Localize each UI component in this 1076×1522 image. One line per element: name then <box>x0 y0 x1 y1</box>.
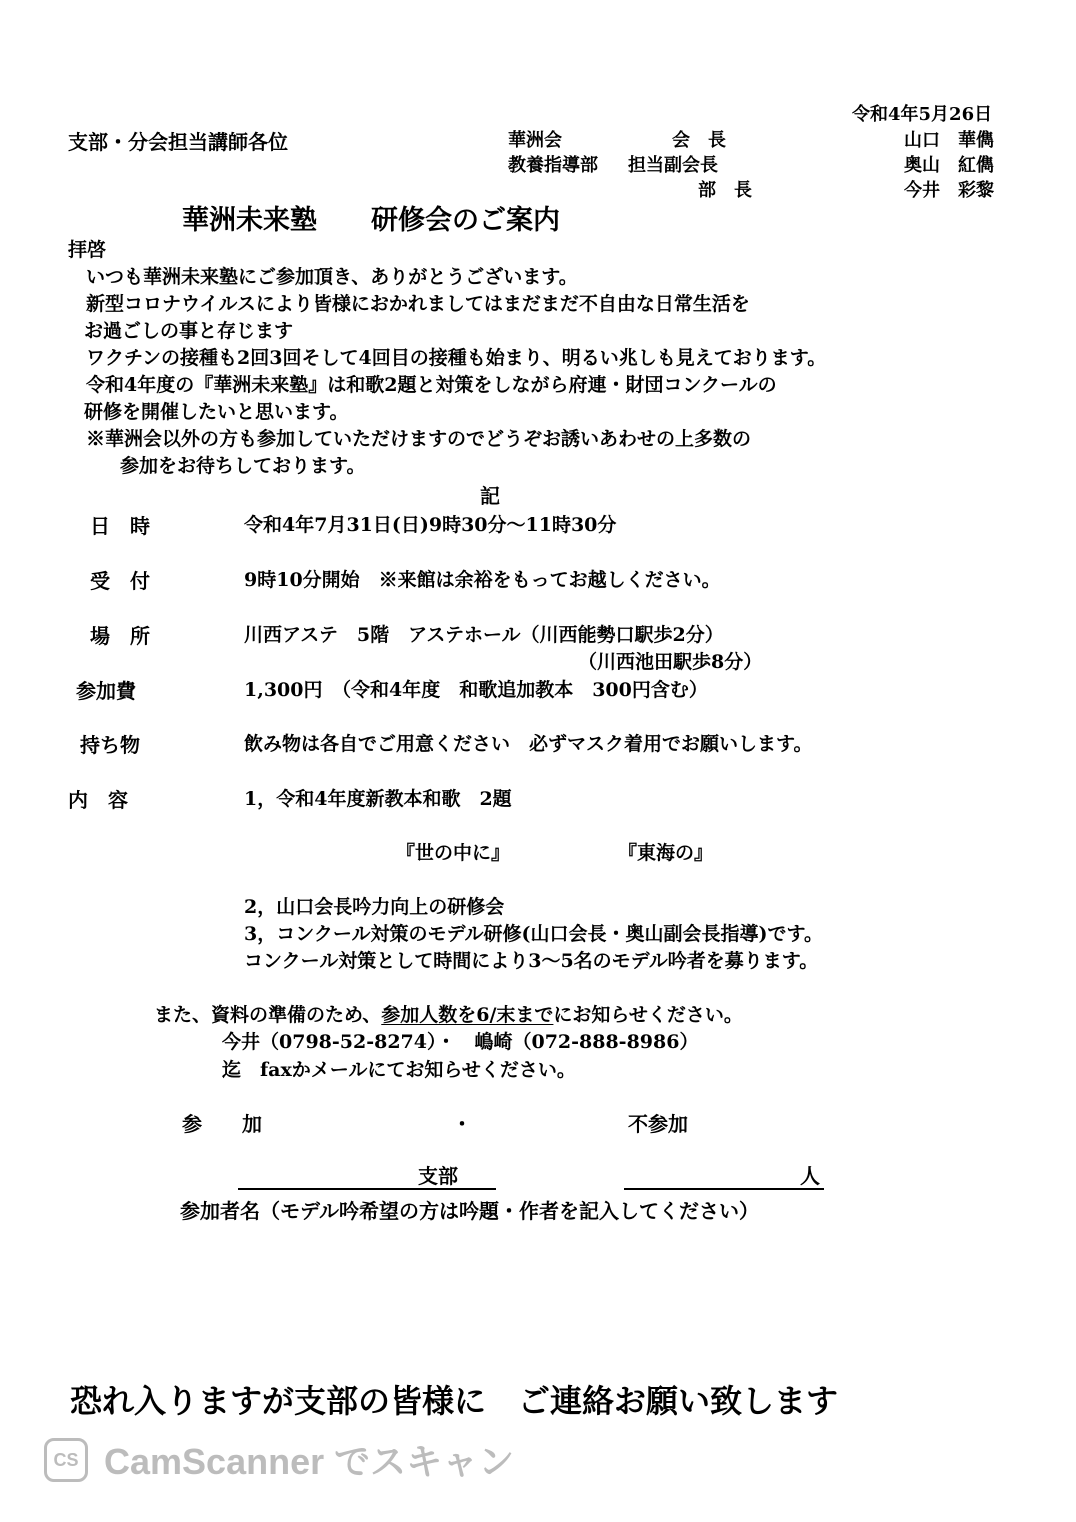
camscanner-watermark: CamScanner でスキャン <box>104 1441 515 1482</box>
participant-names-label: 参加者名（モデル吟希望の方は吟題・作者を記入してください） <box>180 1199 759 1223</box>
content-item-3b: コンクール対策として時間により3～5名のモデル吟者を募ります。 <box>244 950 819 972</box>
people-blank-line <box>624 1188 824 1190</box>
poem-1: 『世の中に』 <box>396 842 511 864</box>
content-label: 内 容 <box>68 788 128 812</box>
attend-option: 参 加 <box>182 1112 262 1136</box>
sender-title-2: 担当副会長 <box>628 155 718 176</box>
sender-title-3: 部 長 <box>698 180 752 201</box>
sender-org-1: 華洲会 <box>508 130 562 151</box>
detail-label-fee: 参加費 <box>76 679 136 703</box>
sender-org-2: 教養指導部 <box>508 155 598 176</box>
notice-post: にお知らせください。 <box>553 1004 743 1026</box>
poem-2: 『東海の』 <box>618 842 714 864</box>
detail-label-datetime: 日 時 <box>90 514 150 538</box>
content-item-3: 3，コンクール対策のモデル研修(山口会長・奥山副会長指導)です。 <box>244 923 823 945</box>
detail-label-reception: 受 付 <box>90 569 150 593</box>
detail-label-belongings: 持ち物 <box>80 733 140 757</box>
body-line-2: 新型コロナウイルスにより皆様におかれましてはまだまだ不自由な日常生活を <box>86 293 750 315</box>
body-line-8: 参加をお待ちしております。 <box>120 455 366 477</box>
content-item-1: 1，令和4年度新教本和歌 2題 <box>244 788 512 810</box>
sender-title-1: 会 長 <box>672 130 726 151</box>
camscanner-logo-icon: CS <box>44 1438 88 1482</box>
option-separator: ・ <box>452 1112 472 1136</box>
sender-name-3: 今井 彩黎 <box>904 180 994 201</box>
content-item-2: 2，山口会長吟力向上の研修会 <box>244 896 505 918</box>
detail-value-belongings: 飲み物は各自でご用意ください 必ずマスク着用でお願いします。 <box>244 733 813 755</box>
notice-pre: また、資料の準備のため、 <box>154 1004 382 1026</box>
body-line-7: ※華洲会以外の方も参加していただけますのでどうぞお誘いあわせの上多数の <box>86 428 752 450</box>
detail-value-fee: 1,300円 （令和4年度 和歌追加教本 300円含む） <box>244 679 708 701</box>
body-line-6: 研修を開催したいと思います。 <box>84 401 349 423</box>
body-line-3: お過ごしの事と存じます <box>84 320 294 342</box>
document-date: 令和4年5月26日 <box>852 104 993 125</box>
detail-label-venue: 場 所 <box>90 624 150 648</box>
document-title: 華洲未来塾 研修会のご案内 <box>182 205 560 236</box>
notice-line <box>154 1000 743 1027</box>
detail-value-datetime: 令和4年7月31日(日)9時30分～11時30分 <box>244 514 617 536</box>
sender-name-1: 山口 華儁 <box>904 130 994 151</box>
notice-deadline: 参加人数を6/末まで <box>381 1004 554 1026</box>
body-line-4: ワクチンの接種も2回3回そして4回目の接種も始まり、明るい兆しも見えております。 <box>86 347 827 369</box>
absent-option: 不参加 <box>628 1112 688 1136</box>
body-line-1: いつも華洲未来塾にご参加頂き、ありがとうございます。 <box>86 266 578 288</box>
greeting: 拝啓 <box>68 239 107 261</box>
people-label: 人 <box>800 1164 820 1188</box>
detail-value-venue-2: （川西池田駅歩8分） <box>578 651 763 673</box>
notice-method: 迄 faxかメールにてお知らせください。 <box>222 1059 576 1081</box>
detail-value-reception: 9時10分開始 ※来館は余裕をもってお越しください。 <box>244 569 721 591</box>
sender-name-2: 奥山 紅儁 <box>904 155 994 176</box>
detail-value-venue: 川西アステ 5階 アステホール（川西能勢口駅歩2分） <box>244 624 724 646</box>
notice-contacts: 今井（0798-52-8274）・ 嶋崎（072-888-8986） <box>222 1031 699 1053</box>
addressee: 支部・分会担当講師各位 <box>68 130 288 154</box>
closing-request: 恐れ入りますが支部の皆様に ご連絡お願い致します <box>70 1382 839 1420</box>
branch-label: 支部 <box>418 1164 458 1188</box>
body-line-5: 令和4年度の『華洲未来塾』は和歌2題と対策をしながら府連・財団コンクールの <box>86 374 777 396</box>
ki-heading: 記 <box>480 484 500 508</box>
